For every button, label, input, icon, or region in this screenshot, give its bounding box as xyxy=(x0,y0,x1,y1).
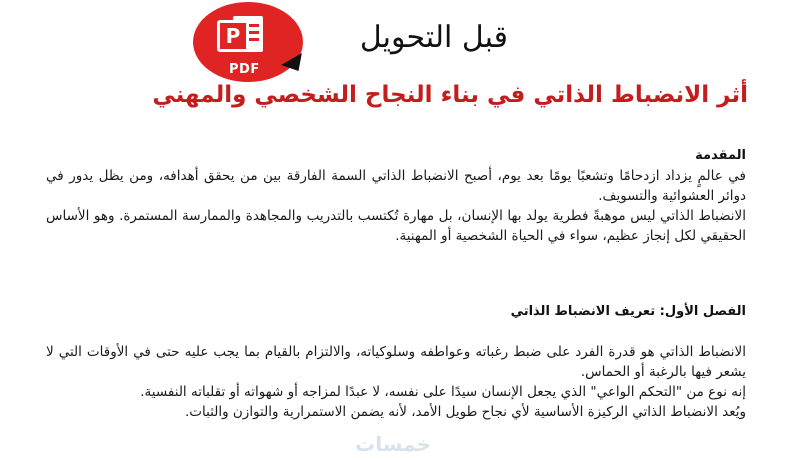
page-fold-icon xyxy=(281,53,309,77)
intro-paragraph: في عالمٍ يزداد ازدحامًا وتشعبًا يومًا بعد يوم، أصبح الانضباط الذاتي السمة الفارقة بين من يحقق أهدافه، ومن يظل يدور في دوائر العشوائية والتسويف. xyxy=(46,168,746,204)
pdf-badge xyxy=(193,2,303,82)
watermark: خمسات xyxy=(355,432,431,456)
chapter1-heading: الفصل الأول: تعريف الانضباط الذاتي xyxy=(510,304,746,319)
chapter1-paragraph: الانضباط الذاتي هو قدرة الفرد على ضبط رغباته وعواطفه وسلوكياته، والالتزام بالقيام بما يجب عليه حتى في الأوقات التي لا يشعر فيها بالرغبة أو الحماس. xyxy=(46,344,746,380)
chapter1-paragraph: ويُعد الانضباط الذاتي الركيزة الأساسية لأي نجاح طويل الأمد، لأنه يضمن الاستمرارية والتوازن والثبات. xyxy=(184,404,746,420)
intro-heading: المقدمة xyxy=(695,148,746,163)
pdf-letter: P xyxy=(217,20,249,52)
chapter1-text xyxy=(46,342,746,422)
document-title: أثر الانضباط الذاتي في بناء النجاح الشخصي والمهني xyxy=(152,82,748,108)
intro-paragraph: الانضباط الذاتي ليس موهبةً فطرية يولد بها الإنسان، بل مهارة تُكتسب بالتدريب والمجاهدة والممارسة المستمرة. وهو الأساس الحقيقي لكل إنجاز عظيم، سواء في الحياة الشخصية أو المهنية. xyxy=(46,208,746,244)
pdf-label: PDF xyxy=(229,62,260,77)
chapter1-paragraph: إنه نوع من "التحكم الواعي" الذي يجعل الإنسان سيدًا على نفسه، لا عبدًا لمزاجه أو شهواته أو تقلباته النفسية. xyxy=(140,384,746,400)
before-conversion-label: قبل التحويل xyxy=(359,20,508,55)
intro-text xyxy=(46,166,746,246)
